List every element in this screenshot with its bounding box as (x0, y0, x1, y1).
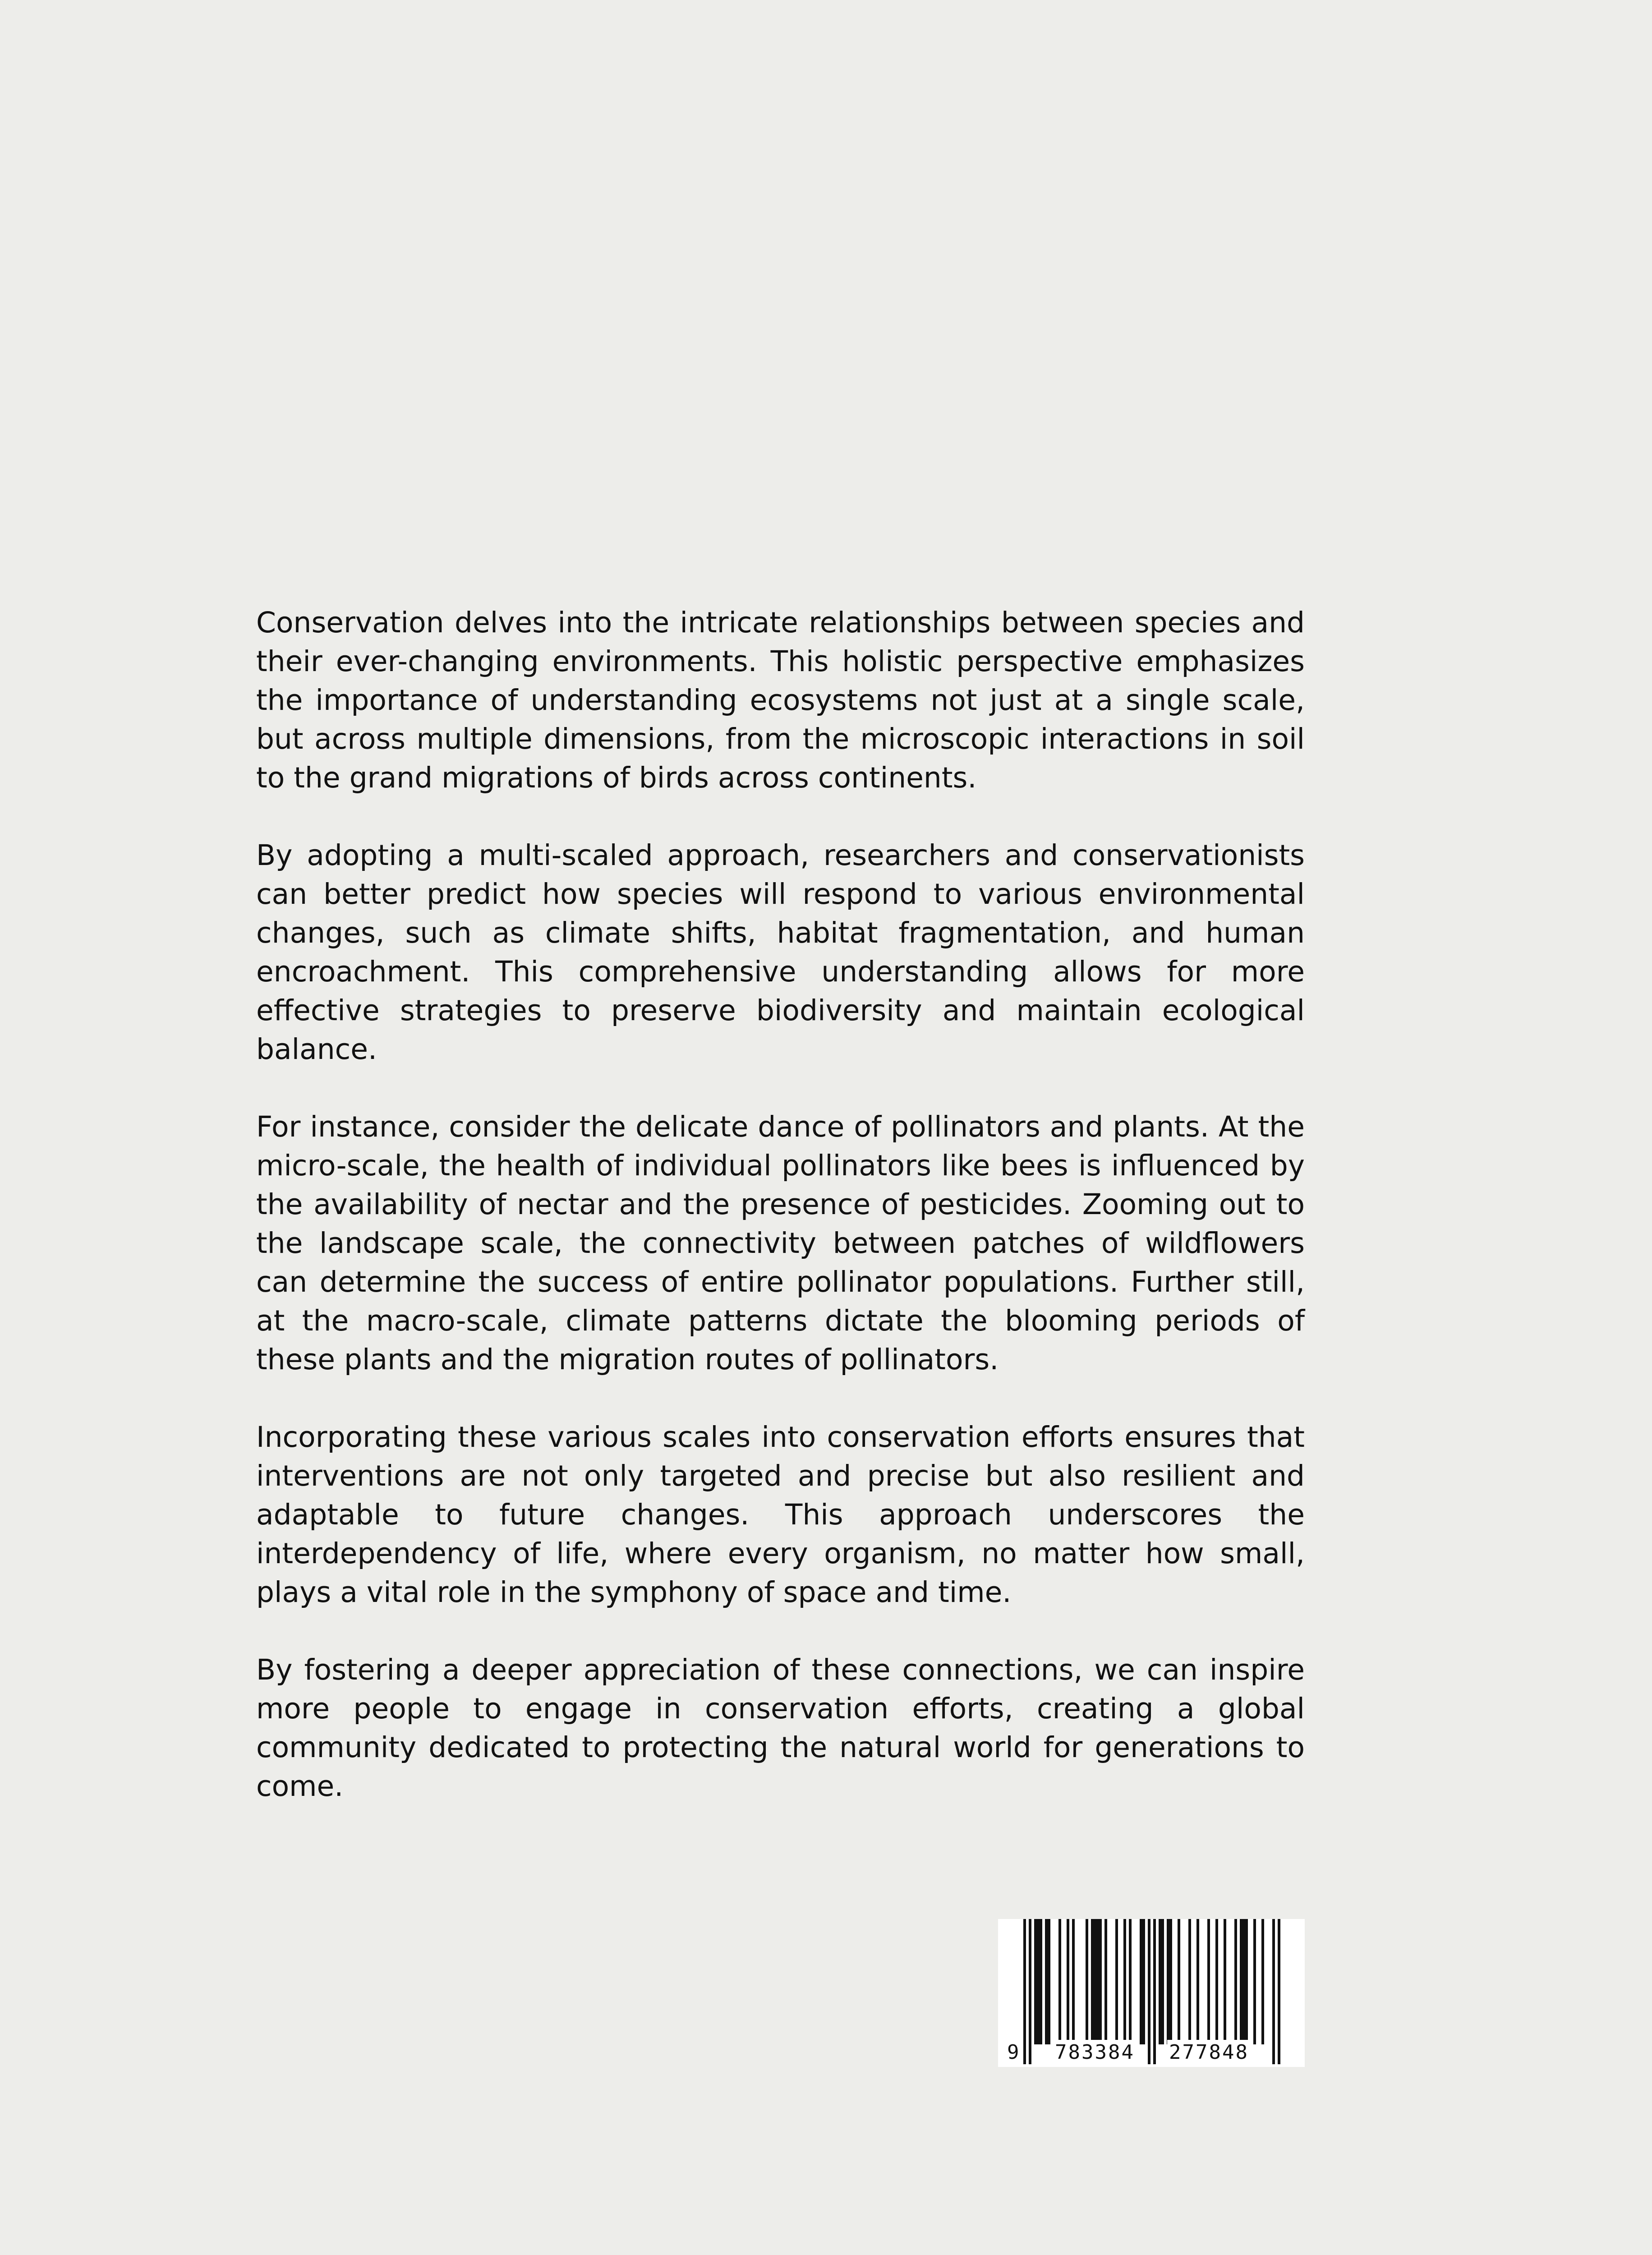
barcode-bar (1261, 1919, 1264, 2044)
barcode-bar (1245, 1919, 1248, 2044)
barcode-bar (1167, 1919, 1169, 2044)
barcode-bar (1178, 1919, 1180, 2044)
blurb-paragraph-1: Conservation delves into the intricate relationships between species and their ever-changing environments. This holistic perspective emphasizes the importance of understanding ecosystems not just at a single scale, but across multiple dimensions, from the microscopic interactions in soil to the grand migrations of birds across continents. (256, 606, 1305, 794)
barcode-digits (998, 2040, 1305, 2065)
barcode-bar (1040, 1919, 1042, 2044)
isbn-barcode (998, 1919, 1305, 2067)
barcode-bar (1188, 1919, 1191, 2044)
barcode-bar (1242, 1919, 1245, 2044)
barcode-bar (1169, 1919, 1172, 2044)
barcode-bar (1161, 1919, 1164, 2044)
barcode-bar (1048, 1919, 1050, 2044)
blurb-paragraph-2: By adopting a multi-scaled approach, researchers and conservationists can better predict how species will respond to various environmental changes, such as climate shifts, habitat fragmentation, and human encroachment. This comprehensive understanding allows for more effective strategies to preserve biodiversity and maintain ecological balance. (256, 839, 1305, 1066)
barcode-bar (1196, 1919, 1199, 2044)
barcode-bar (1067, 1919, 1069, 2044)
blurb-paragraph-5: By fostering a deeper appreciation of these connections, we can inspire more people to engage in conservation efforts, creating a global community dedicated to protecting the natural world for generations to come. (256, 1653, 1305, 1803)
barcode-bar (1034, 1919, 1037, 2044)
barcode-right-digits: 277848 (1167, 2040, 1251, 2065)
barcode-bar (1096, 1919, 1099, 2044)
barcode-bar (1140, 1919, 1142, 2044)
barcode-bar (1104, 1919, 1107, 2044)
barcode-bar (1037, 1919, 1040, 2044)
barcode-bar (1224, 1919, 1226, 2044)
barcode-bar (1159, 1919, 1161, 2044)
barcode-bar (1058, 1919, 1061, 2044)
barcode-first-digit: 9 (1007, 2040, 1019, 2065)
barcode-left-digits: 783384 (1053, 2040, 1137, 2065)
barcode-bar (1129, 1919, 1132, 2044)
blurb (256, 603, 1305, 1845)
barcode-bar (1142, 1919, 1145, 2044)
blurb-paragraph-4: Incorporating these various scales into conservation efforts ensures that interventions are not only targeted and precise but also resilient and adaptable to future changes. This approach underscores the interdependency of life, where every organism, no matter how small, plays a vital role in the symphony of space and time. (256, 1421, 1305, 1609)
barcode-bar (1045, 1919, 1048, 2044)
barcode-bar (1215, 1919, 1218, 2044)
barcode-bar (1094, 1919, 1096, 2044)
barcode-bar (1207, 1919, 1210, 2044)
barcode-bar (1253, 1919, 1256, 2044)
barcode-bar (1115, 1919, 1118, 2044)
barcode-bar (1240, 1919, 1242, 2044)
barcode-bar (1123, 1919, 1126, 2044)
barcode-bar (1086, 1919, 1088, 2044)
barcode-bar (1072, 1919, 1075, 2044)
blurb-paragraph-3: For instance, consider the delicate dance of pollinators and plants. At the micro-scale, the health of individual pollinators like bees is influenced by the availability of nectar and the presence of pesticides. Zooming out to the landscape scale, the connectivity between patches of wildflowers can determine the success of entire pollinator populations. Further still, at the macro-scale, climate patterns dictate the blooming periods of these plants and the migration routes of pollinators. (256, 1110, 1305, 1376)
barcode-bar (1099, 1919, 1102, 2044)
barcode-bar (1091, 1919, 1094, 2044)
barcode-bar (1234, 1919, 1237, 2044)
